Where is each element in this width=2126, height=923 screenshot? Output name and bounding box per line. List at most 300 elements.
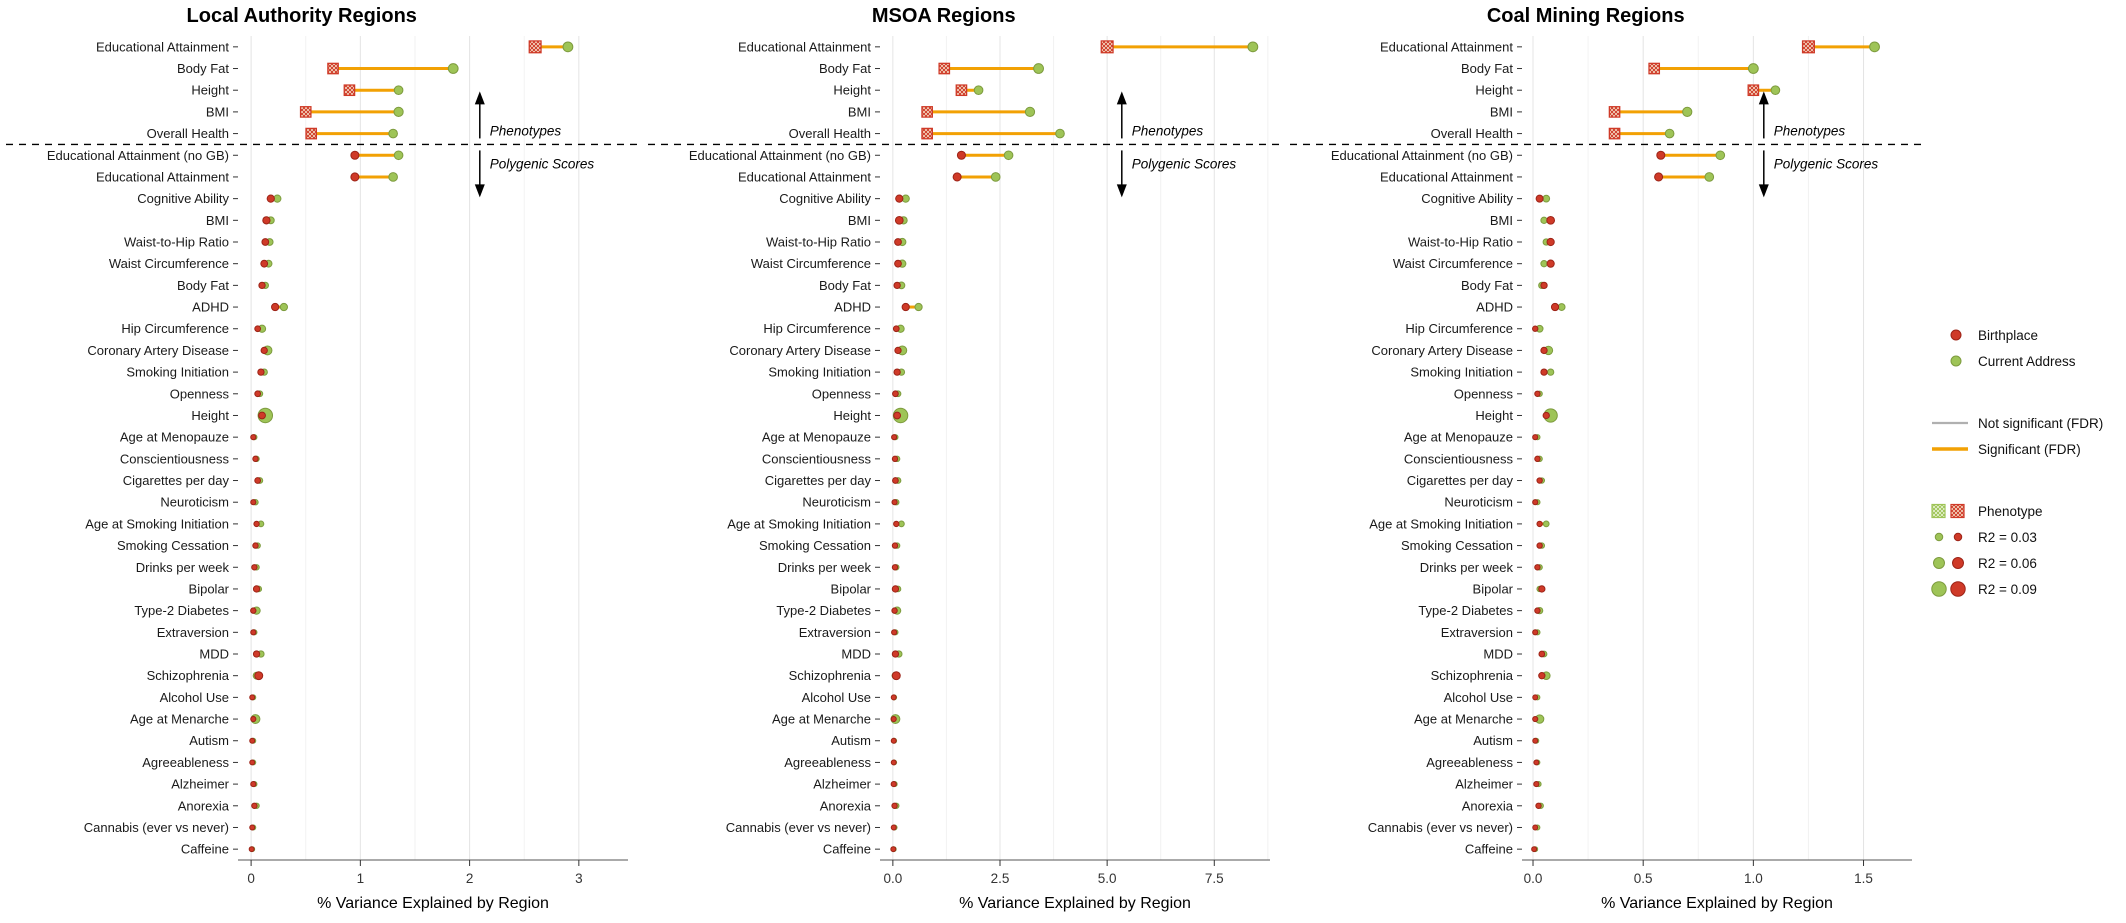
row-waist-circumference <box>1541 260 1554 267</box>
legend-label: R2 = 0.06 <box>1978 555 2037 571</box>
category-label: Educational Attainment <box>1380 169 1513 185</box>
legend-label: Phenotype <box>1978 503 2043 519</box>
category-label: Cigarettes per day <box>122 473 229 489</box>
category-label: Educational Attainment <box>738 169 871 185</box>
row-age-at-menarche <box>891 715 900 724</box>
current-address-point <box>1547 369 1553 375</box>
row-coronary-artery-disease <box>261 346 272 355</box>
birthplace-point <box>251 608 256 613</box>
birthplace-point <box>892 543 897 548</box>
birthplace-point <box>250 825 255 830</box>
row-overall-health-phenotype <box>922 128 1064 138</box>
birthplace-point <box>893 326 899 332</box>
category-label: Body Fat <box>818 61 871 77</box>
category-label: Anorexia <box>177 798 229 814</box>
row-overall-health-phenotype <box>1609 128 1674 138</box>
birthplace-point <box>891 695 896 700</box>
legend-item-not-significant-fdr <box>1926 410 2126 436</box>
row-educational-attainment-no-gb <box>1657 151 1725 160</box>
row-bmi-phenotype <box>922 107 1035 117</box>
birthplace-point <box>259 282 265 288</box>
current-legend-dot <box>1951 356 1961 366</box>
row-drinks-per-week <box>1535 565 1543 570</box>
category-label: Height <box>833 407 871 423</box>
category-label: Coronary Artery Disease <box>1371 342 1513 358</box>
category-label: Anorexia <box>819 798 871 814</box>
row-type-2-diabetes <box>892 607 901 614</box>
x-tick-label: 2 <box>465 871 474 886</box>
birthplace-point <box>267 195 274 202</box>
category-label: Height <box>191 82 229 98</box>
x-tick-label: 3 <box>575 871 583 886</box>
category-label: Smoking Initiation <box>768 364 871 380</box>
birthplace-phenotype-hatch <box>529 41 541 53</box>
x-tick-label: 5.0 <box>1097 871 1117 886</box>
legend-dot-icon <box>1926 351 1972 371</box>
birthplace-point <box>894 282 900 288</box>
category-label: Schizophrenia <box>146 668 229 684</box>
category-label: Extraversion <box>798 624 871 640</box>
category-label: Conscientiousness <box>1403 451 1513 467</box>
phenotypes-arrowhead <box>1759 91 1769 104</box>
category-label: Overall Health <box>1430 126 1513 142</box>
legend-label: Not significant (FDR) <box>1978 415 2104 431</box>
category-label: Body Fat <box>1460 61 1513 77</box>
row-schizophrenia <box>1539 672 1550 680</box>
current-address-point <box>1056 129 1065 138</box>
row-educational-attainment <box>1655 173 1714 182</box>
row-anorexia <box>892 803 899 808</box>
row-bmi-phenotype <box>1609 107 1692 117</box>
phenotypes-arrowhead <box>1117 91 1127 104</box>
current-size-dot <box>1932 582 1946 596</box>
row-coronary-artery-disease <box>895 346 907 355</box>
category-label: BMI <box>847 104 871 120</box>
row-caffeine <box>249 847 254 852</box>
phenotypes-annotation: Phenotypes <box>1773 123 1846 139</box>
legend-dot-icon <box>1926 325 1972 345</box>
category-label: Overall Health <box>146 126 229 142</box>
current-address-point <box>280 303 287 310</box>
birthplace-phenotype-hatch <box>1951 505 1964 518</box>
birthplace-point <box>957 151 965 159</box>
current-address-point <box>389 129 398 138</box>
birthplace-point <box>953 173 961 181</box>
category-label: Height <box>1475 82 1513 98</box>
row-neuroticism <box>1533 500 1540 505</box>
row-overall-health-phenotype <box>306 128 397 138</box>
row-neuroticism <box>251 500 258 505</box>
current-address-point <box>915 303 922 310</box>
birthplace-point <box>893 478 899 484</box>
birthplace-point <box>251 435 256 440</box>
birthplace-point <box>892 586 898 592</box>
current-address-point <box>1683 107 1692 116</box>
row-extraversion <box>1533 630 1540 635</box>
category-label: Body Fat <box>176 61 229 77</box>
current-address-point <box>394 107 403 116</box>
row-smoking-cessation <box>253 543 261 548</box>
category-label: Smoking Initiation <box>1410 364 1513 380</box>
x-tick-label: 1 <box>356 871 365 886</box>
birthplace-point <box>1537 478 1542 483</box>
birthplace-point <box>1533 716 1538 721</box>
birthplace-point <box>892 500 897 505</box>
category-label: BMI <box>1489 212 1513 228</box>
birthplace-point <box>253 543 258 548</box>
row-schizophrenia <box>892 672 900 680</box>
birthplace-point <box>1543 412 1549 418</box>
birthplace-point <box>1533 695 1538 700</box>
legend-item-r2-0-09 <box>1926 576 2126 602</box>
birthplace-point <box>1547 238 1554 245</box>
birthplace-point <box>892 672 900 680</box>
category-label: Cognitive Ability <box>779 191 871 207</box>
row-bmi <box>1541 216 1555 224</box>
category-label: Agreeableness <box>784 754 871 770</box>
category-label: Type-2 Diabetes <box>1418 603 1513 619</box>
category-label: Alcohol Use <box>159 689 229 705</box>
category-label: Drinks per week <box>1419 559 1513 575</box>
current-address-point <box>1870 42 1880 52</box>
row-age-at-menopauze <box>251 435 257 440</box>
current-address-point <box>1541 261 1547 267</box>
legend-item-phenotype <box>1926 498 2126 524</box>
birthplace-point <box>1539 673 1545 679</box>
row-cigarettes-per-day <box>893 478 901 484</box>
birthplace-phenotype-hatch <box>1748 85 1758 95</box>
x-tick-label: 7.5 <box>1204 871 1224 886</box>
birthplace-point <box>253 456 258 461</box>
row-extraversion <box>892 630 898 635</box>
row-anorexia <box>252 803 260 808</box>
category-label: Age at Menarche <box>129 711 229 727</box>
category-label: Neuroticism <box>1444 494 1513 510</box>
current-address-point <box>1716 151 1725 160</box>
row-alzheimer <box>891 782 897 787</box>
birthplace-size-dot <box>1951 582 1965 596</box>
birthplace-point <box>891 716 896 721</box>
birthplace-point <box>895 260 902 267</box>
category-label: Neuroticism <box>160 494 229 510</box>
birthplace-point <box>251 630 256 635</box>
row-waist-circumference <box>895 260 906 267</box>
category-label: Agreeableness <box>142 754 229 770</box>
birthplace-point <box>1547 260 1554 267</box>
current-address-point <box>563 42 573 52</box>
birthplace-point <box>252 565 257 570</box>
category-label: Neuroticism <box>802 494 871 510</box>
current-address-point <box>1248 42 1258 52</box>
category-label: BMI <box>847 212 871 228</box>
category-label: Drinks per week <box>135 559 229 575</box>
legend-item-r2-0-03 <box>1926 524 2126 550</box>
x-tick-label: 0.0 <box>883 871 903 886</box>
category-label: Conscientiousness <box>119 451 229 467</box>
row-height <box>893 408 907 422</box>
birthplace-phenotype-hatch <box>344 85 354 95</box>
legend-size-dots-icon <box>1926 553 1972 573</box>
category-label: Extraversion <box>1440 624 1513 640</box>
row-alcohol-use <box>250 695 256 700</box>
category-label: Age at Menopauze <box>119 429 229 445</box>
category-label: Educational Attainment (no GB) <box>688 147 871 163</box>
phenotypes-annotation: Phenotypes <box>1131 123 1204 139</box>
row-height-phenotype <box>956 85 983 95</box>
row-mdd <box>892 651 902 657</box>
row-schizophrenia <box>253 672 263 680</box>
category-label: Body Fat <box>176 277 229 293</box>
birthplace-point <box>250 738 255 743</box>
category-label: Age at Menarche <box>771 711 871 727</box>
row-body-fat-phenotype <box>939 63 1043 73</box>
birthplace-point <box>253 586 259 592</box>
row-openness <box>893 391 901 397</box>
birthplace-phenotype-hatch <box>1101 41 1113 53</box>
legend-item-current-address <box>1926 348 2126 374</box>
row-adhd <box>1551 303 1565 310</box>
category-label: Coronary Artery Disease <box>729 342 871 358</box>
birthplace-point <box>1535 608 1540 613</box>
current-address-point <box>1543 195 1550 202</box>
row-openness <box>255 391 263 397</box>
birthplace-point <box>896 195 903 202</box>
polygenic-scores-arrowhead <box>1759 184 1769 197</box>
legend-icon <box>1926 553 1972 573</box>
current-address-point <box>394 86 403 95</box>
current-address-point <box>1004 151 1013 160</box>
current-address-point <box>1771 86 1780 95</box>
row-smoking-cessation <box>1537 543 1545 548</box>
x-tick-label: 0 <box>247 871 255 886</box>
birthplace-phenotype-hatch <box>1649 63 1659 73</box>
category-label: Age at Menopauze <box>1403 429 1513 445</box>
category-label: Waist-to-Hip Ratio <box>124 234 229 250</box>
row-hip-circumference <box>893 325 904 332</box>
x-tick-label: 1.0 <box>1743 871 1763 886</box>
row-educational-attainment-phenotype <box>529 41 573 53</box>
legend-item-birthplace <box>1926 322 2126 348</box>
birthplace-point <box>1541 282 1547 288</box>
current-address-point <box>389 173 398 182</box>
row-educational-attainment <box>351 173 398 182</box>
category-label: Alzheimer <box>171 776 229 792</box>
birthplace-point <box>255 478 261 484</box>
row-cigarettes-per-day <box>1537 478 1545 483</box>
category-label: Body Fat <box>1460 277 1513 293</box>
category-label: Waist Circumference <box>1392 256 1513 272</box>
row-autism <box>250 738 256 743</box>
row-bmi <box>895 216 907 224</box>
current-size-dot <box>1935 533 1942 540</box>
row-adhd <box>272 303 288 310</box>
row-cannabis-ever-vs-never <box>1533 825 1540 830</box>
category-label: Alcohol Use <box>801 689 871 705</box>
current-phenotype-hatch <box>1932 505 1945 518</box>
category-label: ADHD <box>834 299 871 315</box>
row-cognitive-ability <box>1536 195 1550 202</box>
row-agreeableness <box>891 760 896 765</box>
birthplace-point <box>1547 216 1555 224</box>
category-label: Extraversion <box>156 624 229 640</box>
category-label: Bipolar <box>1472 581 1513 597</box>
x-axis-title: % Variance Explained by Region <box>317 895 549 912</box>
category-label: Height <box>833 82 871 98</box>
birthplace-point <box>892 803 897 808</box>
category-label: Smoking Cessation <box>1401 538 1513 554</box>
row-bipolar <box>253 586 261 592</box>
birthplace-point <box>1535 391 1540 396</box>
birthplace-phenotype-hatch <box>922 128 932 138</box>
birthplace-phenotype-hatch <box>328 63 338 73</box>
row-conscientiousness <box>253 456 259 461</box>
row-educational-attainment <box>953 173 1000 182</box>
legend-item-r2-0-06 <box>1926 550 2126 576</box>
row-smoking-initiation <box>1541 369 1554 375</box>
birthplace-point <box>259 412 266 419</box>
legend-line-icon <box>1926 439 1972 459</box>
row-drinks-per-week <box>892 565 899 570</box>
row-waist-to-hip-ratio <box>262 239 273 246</box>
birthplace-point <box>1657 151 1665 159</box>
row-body-fat <box>259 282 269 288</box>
birthplace-point <box>902 303 909 310</box>
birthplace-point <box>892 565 897 570</box>
category-label: Autism <box>831 733 871 749</box>
category-label: MDD <box>1483 646 1513 662</box>
category-label: Educational Attainment <box>96 39 229 55</box>
birthplace-point <box>1533 435 1538 440</box>
row-educational-attainment-phenotype <box>1803 41 1880 53</box>
category-label: BMI <box>205 104 229 120</box>
birthplace-point <box>1533 825 1538 830</box>
row-hip-circumference <box>1533 325 1543 332</box>
birthplace-point <box>1532 847 1537 852</box>
current-address-point <box>394 151 403 160</box>
birthplace-point <box>1533 738 1538 743</box>
current-address-point <box>991 173 1000 182</box>
birthplace-point <box>1539 586 1545 592</box>
birthplace-point <box>1551 303 1558 310</box>
polygenic-scores-arrowhead <box>1117 184 1127 197</box>
panel-title: Coal Mining Regions <box>1486 5 1685 27</box>
row-age-at-smoking-initiation <box>254 521 264 527</box>
current-address-point <box>1665 129 1674 138</box>
category-label: Educational Attainment (no GB) <box>46 147 229 163</box>
category-label: Height <box>1475 407 1513 423</box>
category-label: Hip Circumference <box>763 321 871 337</box>
birthplace-point <box>1535 456 1540 461</box>
x-axis-title: % Variance Explained by Region <box>959 895 1191 912</box>
category-label: Coronary Artery Disease <box>87 342 229 358</box>
row-neuroticism <box>892 500 899 505</box>
birthplace-point <box>251 782 256 787</box>
row-body-fat <box>894 282 905 289</box>
legend-label: Birthplace <box>1978 327 2039 343</box>
legend-icon <box>1926 413 1972 433</box>
category-label: MDD <box>199 646 229 662</box>
category-label: Body Fat <box>818 277 871 293</box>
category-label: Smoking Initiation <box>126 364 229 380</box>
legend-icon <box>1926 325 1972 345</box>
category-label: MDD <box>841 646 871 662</box>
current-size-dot <box>1934 558 1945 569</box>
row-waist-to-hip-ratio <box>1543 238 1554 245</box>
x-tick-label: 2.5 <box>990 871 1010 886</box>
birthplace-point <box>1539 651 1545 657</box>
row-drinks-per-week <box>252 565 260 570</box>
birthplace-point <box>892 435 897 440</box>
row-alzheimer <box>1534 782 1541 787</box>
category-label: Height <box>191 407 229 423</box>
category-label: Hip Circumference <box>1405 321 1513 337</box>
category-label: BMI <box>1489 104 1513 120</box>
birthplace-point <box>1537 521 1542 526</box>
category-label: Age at Menarche <box>1413 711 1513 727</box>
birthplace-point <box>891 825 896 830</box>
category-label: Openness <box>1453 386 1513 402</box>
category-label: Waist Circumference <box>108 256 229 272</box>
category-label: Smoking Cessation <box>759 538 871 554</box>
panel-local-authority-regions <box>0 0 642 923</box>
phenotypes-arrowhead <box>475 91 485 104</box>
row-bmi-phenotype <box>301 107 404 117</box>
polygenic-scores-annotation: Polygenic Scores <box>1773 156 1879 172</box>
row-age-at-menopauze <box>1533 435 1540 440</box>
row-mdd <box>253 651 264 657</box>
legend-label: R2 = 0.03 <box>1978 529 2037 545</box>
birthplace-phenotype-hatch <box>922 107 932 117</box>
birthplace-point <box>1536 195 1543 202</box>
polygenic-scores-annotation: Polygenic Scores <box>489 156 595 172</box>
category-label: Alcohol Use <box>1443 689 1513 705</box>
birthplace-phenotype-hatch <box>1609 128 1619 138</box>
panel-title: Local Authority Regions <box>186 5 417 27</box>
birthplace-phenotype-hatch <box>301 107 311 117</box>
panel-coal-mining-regions <box>1284 0 1926 923</box>
category-label: Bipolar <box>188 581 229 597</box>
legend <box>1926 0 2126 923</box>
category-label: Anorexia <box>1461 798 1513 814</box>
row-age-at-smoking-initiation <box>1537 521 1549 527</box>
birthplace-point <box>891 847 896 852</box>
row-educational-attainment-no-gb <box>957 151 1012 160</box>
row-hip-circumference <box>255 325 266 332</box>
panel-msoa-regions <box>642 0 1284 923</box>
birthplace-point <box>261 260 268 267</box>
polygenic-scores-annotation: Polygenic Scores <box>1131 156 1237 172</box>
birthplace-point <box>894 412 901 419</box>
birthplace-point <box>891 738 896 743</box>
birthplace-point <box>250 760 255 765</box>
birthplace-point <box>1535 565 1540 570</box>
row-caffeine <box>891 847 896 852</box>
birthplace-point <box>249 847 254 852</box>
row-adhd <box>902 303 922 310</box>
birthplace-point <box>251 500 256 505</box>
legend-icon <box>1926 501 1972 521</box>
birthplace-point <box>255 326 261 332</box>
category-label: Waist-to-Hip Ratio <box>766 234 871 250</box>
category-label: Age at Smoking Initiation <box>727 516 871 532</box>
category-label: Age at Menopauze <box>761 429 871 445</box>
birthplace-point <box>255 391 261 397</box>
category-label: ADHD <box>1476 299 1513 315</box>
category-label: Cannabis (ever vs never) <box>83 819 229 835</box>
birthplace-point <box>894 369 900 375</box>
category-label: Conscientiousness <box>761 451 871 467</box>
category-label: Cannabis (ever vs never) <box>1367 819 1513 835</box>
